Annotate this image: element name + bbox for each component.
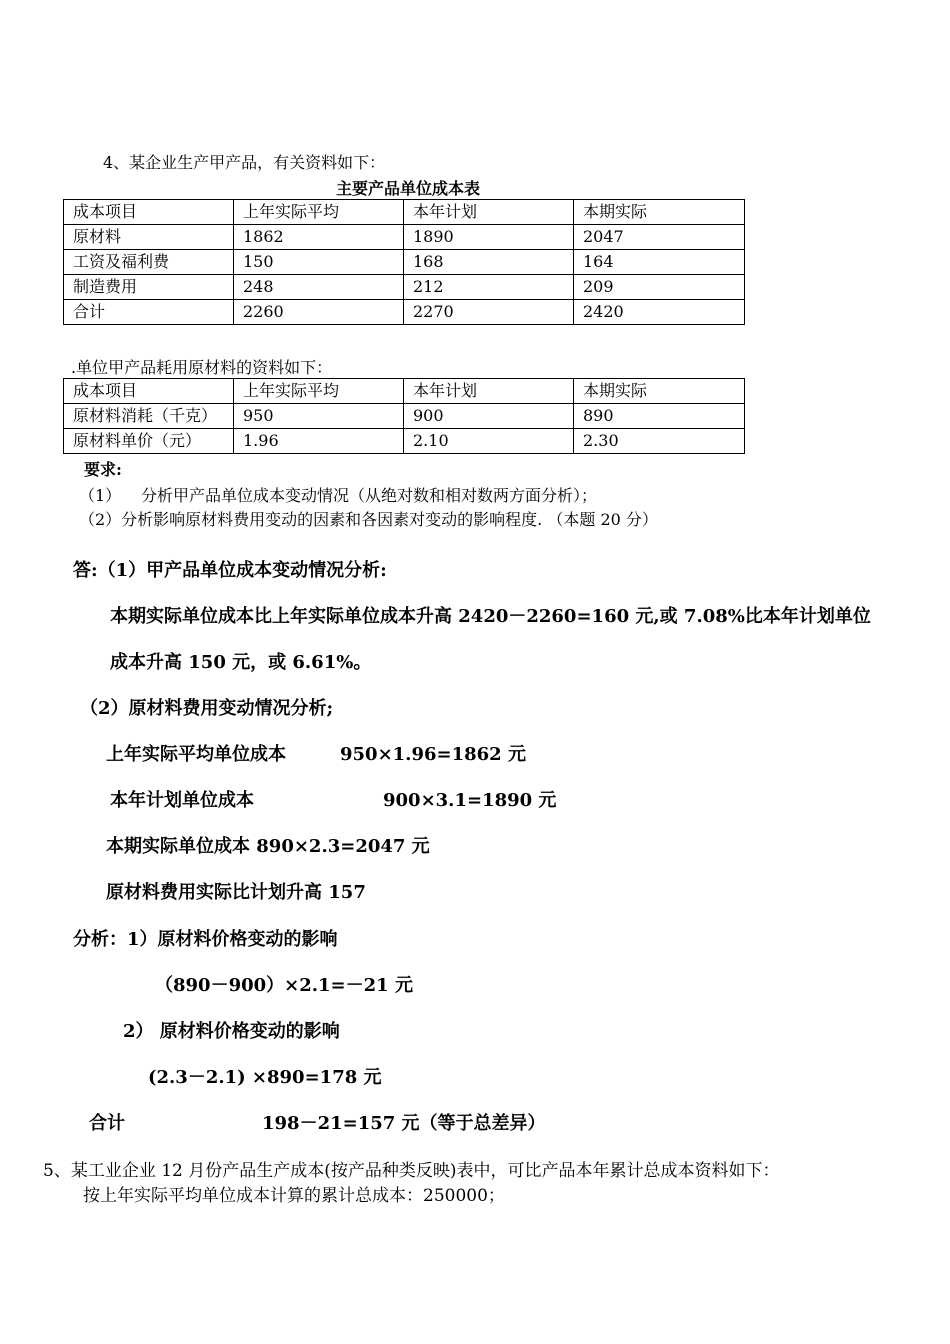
table-cell: 合计 bbox=[64, 300, 234, 325]
table-row bbox=[64, 429, 745, 454]
table-cell: 212 bbox=[404, 275, 574, 300]
table-cell: 890 bbox=[574, 404, 745, 429]
analysis-calc-2: (2.3－2.1) ×890=178 元 bbox=[148, 1067, 382, 1088]
table-cell: 168 bbox=[404, 250, 574, 275]
total-calc: 198－21=157 元（等于总差异） bbox=[262, 1113, 546, 1134]
table-cell: 2.30 bbox=[574, 429, 745, 454]
table-cell: 2260 bbox=[234, 300, 404, 325]
analysis-item-2: 2） 原材料价格变动的影响 bbox=[123, 1021, 340, 1042]
last-year-cost-calc: 950×1.96=1862 元 bbox=[340, 744, 526, 765]
header-cell: 本年计划 bbox=[404, 200, 574, 225]
q5-line-1: 5、某工业企业 12 月份产品生产成本(按产品种类反映)表中，可比产品本年累计总成本资料如下： bbox=[43, 1161, 780, 1181]
table-row bbox=[64, 300, 745, 325]
header-cell: 成本项目 bbox=[64, 200, 234, 225]
table-header-row bbox=[64, 200, 745, 225]
table-cell: 1862 bbox=[234, 225, 404, 250]
table1-title: 主要产品单位成本表 bbox=[336, 179, 481, 198]
table2-intro: .单位甲产品耗用原材料的资料如下： bbox=[71, 358, 333, 377]
table-cell: 2.10 bbox=[404, 429, 574, 454]
answer-part-1-line-2: 成本升高 150 元，或 6.61%。 bbox=[110, 652, 372, 673]
table-cell: 2270 bbox=[404, 300, 574, 325]
unit-cost-table bbox=[63, 199, 745, 325]
plan-cost-calc: 900×3.1=1890 元 bbox=[383, 790, 557, 811]
header-cell: 上年实际平均 bbox=[234, 200, 404, 225]
actual-cost-line: 本期实际单位成本 890×2.3=2047 元 bbox=[106, 836, 430, 857]
table-row bbox=[64, 275, 745, 300]
table-cell: 248 bbox=[234, 275, 404, 300]
table-cell: 原材料单价（元） bbox=[64, 429, 234, 454]
table-row bbox=[64, 250, 745, 275]
table-cell: 1890 bbox=[404, 225, 574, 250]
material-usage-table bbox=[63, 378, 745, 454]
analysis-calc-1: （890－900）×2.1=－21 元 bbox=[155, 975, 413, 996]
table-cell: 2420 bbox=[574, 300, 745, 325]
table-cell: 原材料消耗（千克） bbox=[64, 404, 234, 429]
last-year-cost-label: 上年实际平均单位成本 bbox=[106, 744, 286, 765]
table-cell: 164 bbox=[574, 250, 745, 275]
header-cell: 本期实际 bbox=[574, 200, 745, 225]
requirement-2: （2）分析影响原材料费用变动的因素和各因素对变动的影响程度. （本题 20 分） bbox=[79, 510, 658, 529]
requirement-1-text: 分析甲产品单位成本变动情况（从绝对数和相对数两方面分析）； bbox=[141, 486, 598, 505]
table-header-row bbox=[64, 379, 745, 404]
table-cell: 2047 bbox=[574, 225, 745, 250]
table-row bbox=[64, 225, 745, 250]
header-cell: 本年计划 bbox=[404, 379, 574, 404]
total-label: 合计 bbox=[89, 1113, 125, 1134]
material-cost-rise-line: 原材料费用实际比计划升高 157 bbox=[106, 882, 366, 903]
answer-part-1-heading: 答:（1）甲产品单位成本变动情况分析: bbox=[73, 560, 387, 581]
table-cell: 1.96 bbox=[234, 429, 404, 454]
answer-part-1-line-1: 本期实际单位成本比上年实际单位成本升高 2420－2260=160 元,或 7.08%比本年计划单位 bbox=[110, 606, 871, 627]
header-cell: 上年实际平均 bbox=[234, 379, 404, 404]
analysis-heading: 分析：1）原材料价格变动的影响 bbox=[73, 929, 338, 950]
requirement-1-number: （1） bbox=[79, 486, 122, 505]
answer-part-2-heading: （2）原材料费用变动情况分析; bbox=[80, 698, 334, 719]
table-cell: 209 bbox=[574, 275, 745, 300]
table-cell: 原材料 bbox=[64, 225, 234, 250]
table-row bbox=[64, 404, 745, 429]
q5-line-2: 按上年实际平均单位成本计算的累计总成本：250000； bbox=[83, 1186, 505, 1206]
table-cell: 150 bbox=[234, 250, 404, 275]
table-cell: 900 bbox=[404, 404, 574, 429]
header-cell: 本期实际 bbox=[574, 379, 745, 404]
table-cell: 制造费用 bbox=[64, 275, 234, 300]
header-cell: 成本项目 bbox=[64, 379, 234, 404]
table-cell: 工资及福利费 bbox=[64, 250, 234, 275]
plan-cost-label: 本年计划单位成本 bbox=[110, 790, 254, 811]
requirements-label: 要求: bbox=[84, 460, 122, 479]
table-cell: 950 bbox=[234, 404, 404, 429]
q4-intro: 4、某企业生产甲产品，有关资料如下： bbox=[103, 153, 386, 172]
